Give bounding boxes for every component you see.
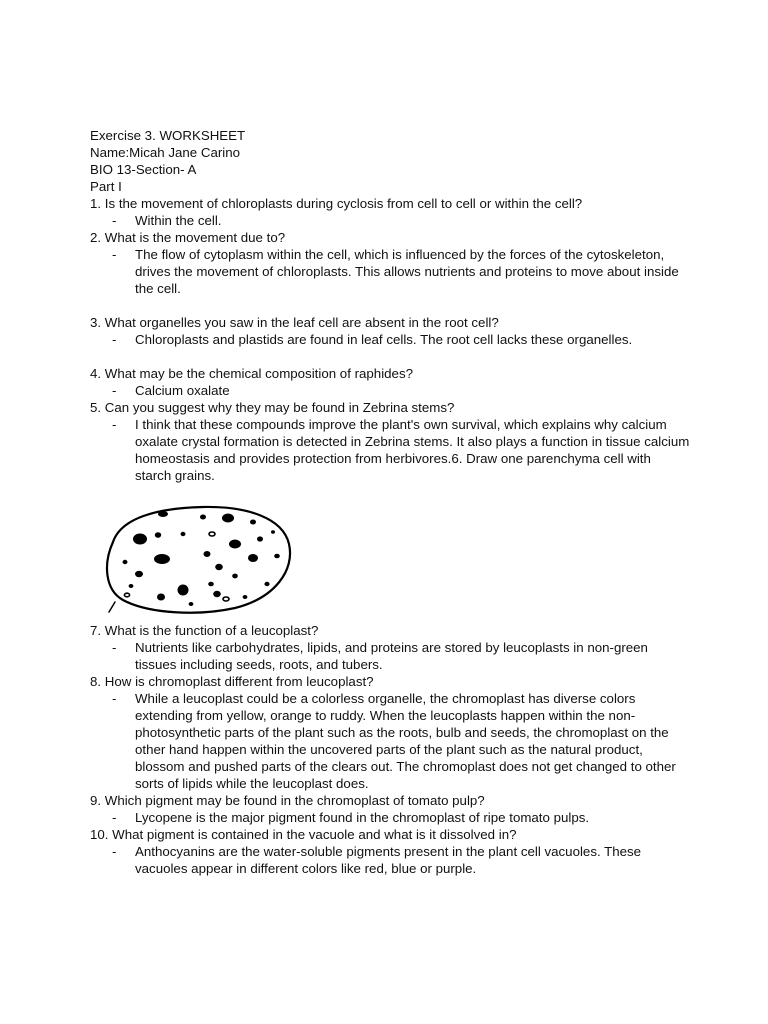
- answer-2-text: The flow of cytoplasm within the cell, which is influenced by the forces of the cytoskeleton, drives the movement of chloroplasts. This allows nutrients and proteins to move about inside the cell.: [135, 247, 679, 296]
- answer-3-dash: -: [112, 332, 117, 347]
- question-7: 7. What is the function of a leucoplast?: [90, 623, 319, 638]
- answer-9-dash: -: [112, 810, 117, 825]
- answer-9: [90, 809, 690, 826]
- question-5: 5. Can you suggest why they may be found in Zebrina stems?: [90, 400, 455, 415]
- question-9: 9. Which pigment may be found in the chromoplast of tomato pulp?: [90, 793, 485, 808]
- answer-10-dash: -: [112, 844, 117, 859]
- answer-5: [90, 416, 690, 484]
- answer-8-dash: -: [112, 691, 117, 706]
- spacer: [90, 297, 690, 314]
- answer-8: [90, 690, 690, 792]
- question-3: 3. What organelles you saw in the leaf cell are absent in the root cell?: [90, 315, 499, 330]
- question-10: 10. What pigment is contained in the vacuole and what is it dissolved in?: [90, 827, 517, 842]
- answer-1-text: Within the cell.: [135, 213, 222, 228]
- answer-4-text: Calcium oxalate: [135, 383, 230, 398]
- course-section: BIO 13-Section- A: [90, 162, 197, 177]
- question-2: 2. What is the movement due to?: [90, 230, 286, 245]
- answer-5-text: I think that these compounds improve the plant's own survival, which explains why calcium oxalate crystal formation is detected in Zebrina stems. It also plays a function in tissue calcium homeostasis and provides protection from herbivores.6. Draw one parenchyma cell with starch grains.: [135, 417, 690, 483]
- answer-7-text: Nutrients like carbohydrates, lipids, and proteins are stored by leucoplasts in non-green tissues including seeds, roots, and tubers.: [135, 640, 648, 672]
- answer-5-dash: -: [112, 417, 117, 432]
- student-name: Name:Micah Jane Carino: [90, 145, 241, 160]
- part-label: Part I: [90, 179, 122, 194]
- answer-3-text: Chloroplasts and plastids are found in leaf cells. The root cell lacks these organelles.: [135, 332, 633, 347]
- answer-4: [90, 382, 690, 399]
- answer-1-dash: -: [112, 213, 117, 228]
- answer-10-text: Anthocyanins are the water-soluble pigments present in the plant cell vacuoles. These vacuoles appear in different colors like red, blue or purple.: [135, 844, 642, 876]
- worksheet-title: Exercise 3. WORKSHEET: [90, 128, 246, 143]
- answer-10: [90, 843, 690, 877]
- worksheet-page: [90, 127, 690, 877]
- answer-9-text: Lycopene is the major pigment found in the chromoplast of ripe tomato pulps.: [135, 810, 590, 825]
- answer-8-text: While a leucoplast could be a colorless organelle, the chromoplast has diverse colors extending from yellow, orange to ruddy. When the leucoplasts happen within the non-photosynthetic parts of the plant such as the roots, bulb and seeds, the chromoplast on the other hand happen within the uncovered parts of the plant such as the natural product, blossom and pushed parts of the clears out. The chromoplast does not get changed to other sorts of lipids while the leucoplast does.: [135, 691, 676, 791]
- question-1: 1. Is the movement of chloroplasts during cyclosis from cell to cell or within the cell?: [90, 196, 583, 211]
- answer-4-dash: -: [112, 383, 117, 398]
- question-8: 8. How is chromoplast different from leucoplast?: [90, 674, 374, 689]
- answer-7: [90, 639, 690, 673]
- question-4: 4. What may be the chemical composition of raphides?: [90, 366, 413, 381]
- answer-1: [90, 212, 690, 229]
- parenchyma-cell-drawing-icon: [95, 504, 305, 616]
- answer-3: [90, 331, 690, 348]
- spacer: [90, 348, 690, 365]
- answer-2-dash: -: [112, 247, 117, 262]
- answer-7-dash: -: [112, 640, 117, 655]
- answer-2: [90, 246, 690, 297]
